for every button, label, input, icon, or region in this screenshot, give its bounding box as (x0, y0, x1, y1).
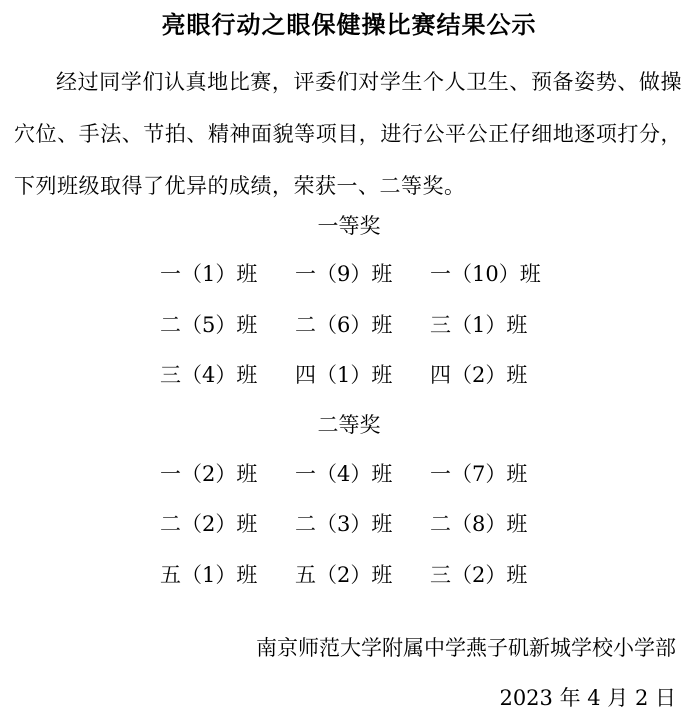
class-cell: 四（2）班 (430, 363, 528, 387)
class-cell: 四（1）班 (295, 363, 393, 387)
first-prize-row (0, 259, 698, 289)
class-cell: 一（1）班 (160, 262, 258, 286)
class-cell: 五（2）班 (295, 563, 393, 587)
class-cell: 三（1）班 (430, 313, 528, 337)
second-prize-row (0, 509, 698, 539)
class-cell: 三（2）班 (430, 563, 528, 587)
class-cell: 一（9）班 (295, 262, 393, 286)
notice-date: 2023 年 4 月 2 日 (499, 686, 676, 710)
second-prize-row (0, 560, 698, 590)
class-cell: 五（1）班 (160, 563, 258, 587)
class-cell: 一（2）班 (160, 462, 258, 486)
class-cell: 一（10）班 (430, 262, 541, 286)
intro-paragraph: 经过同学们认真地比赛，评委们对学生个人卫生、预备姿势、做操穴位、手法、节拍、精神面貌等项目，进行公平公正仔细地逐项打分，下列班级取得了优异的成绩，荣获一、二等奖。 (14, 70, 682, 198)
class-cell: 二（3）班 (295, 512, 393, 536)
class-cell: 二（6）班 (295, 313, 393, 337)
class-cell: 二（2）班 (160, 512, 258, 536)
class-cell: 二（5）班 (160, 313, 258, 337)
first-prize-row (0, 310, 698, 340)
page-title: 亮眼行动之眼保健操比赛结果公示 (161, 10, 537, 39)
first-prize-heading: 一等奖 (317, 214, 381, 238)
class-cell: 二（8）班 (430, 512, 528, 536)
second-prize-heading: 二等奖 (317, 413, 381, 437)
class-cell: 一（4）班 (295, 462, 393, 486)
class-cell: 一（7）班 (430, 462, 528, 486)
organization-signature: 南京师范大学附属中学燕子矶新城学校小学部 (256, 636, 676, 660)
first-prize-row (0, 360, 698, 390)
class-cell: 三（4）班 (160, 363, 258, 387)
second-prize-row (0, 459, 698, 489)
